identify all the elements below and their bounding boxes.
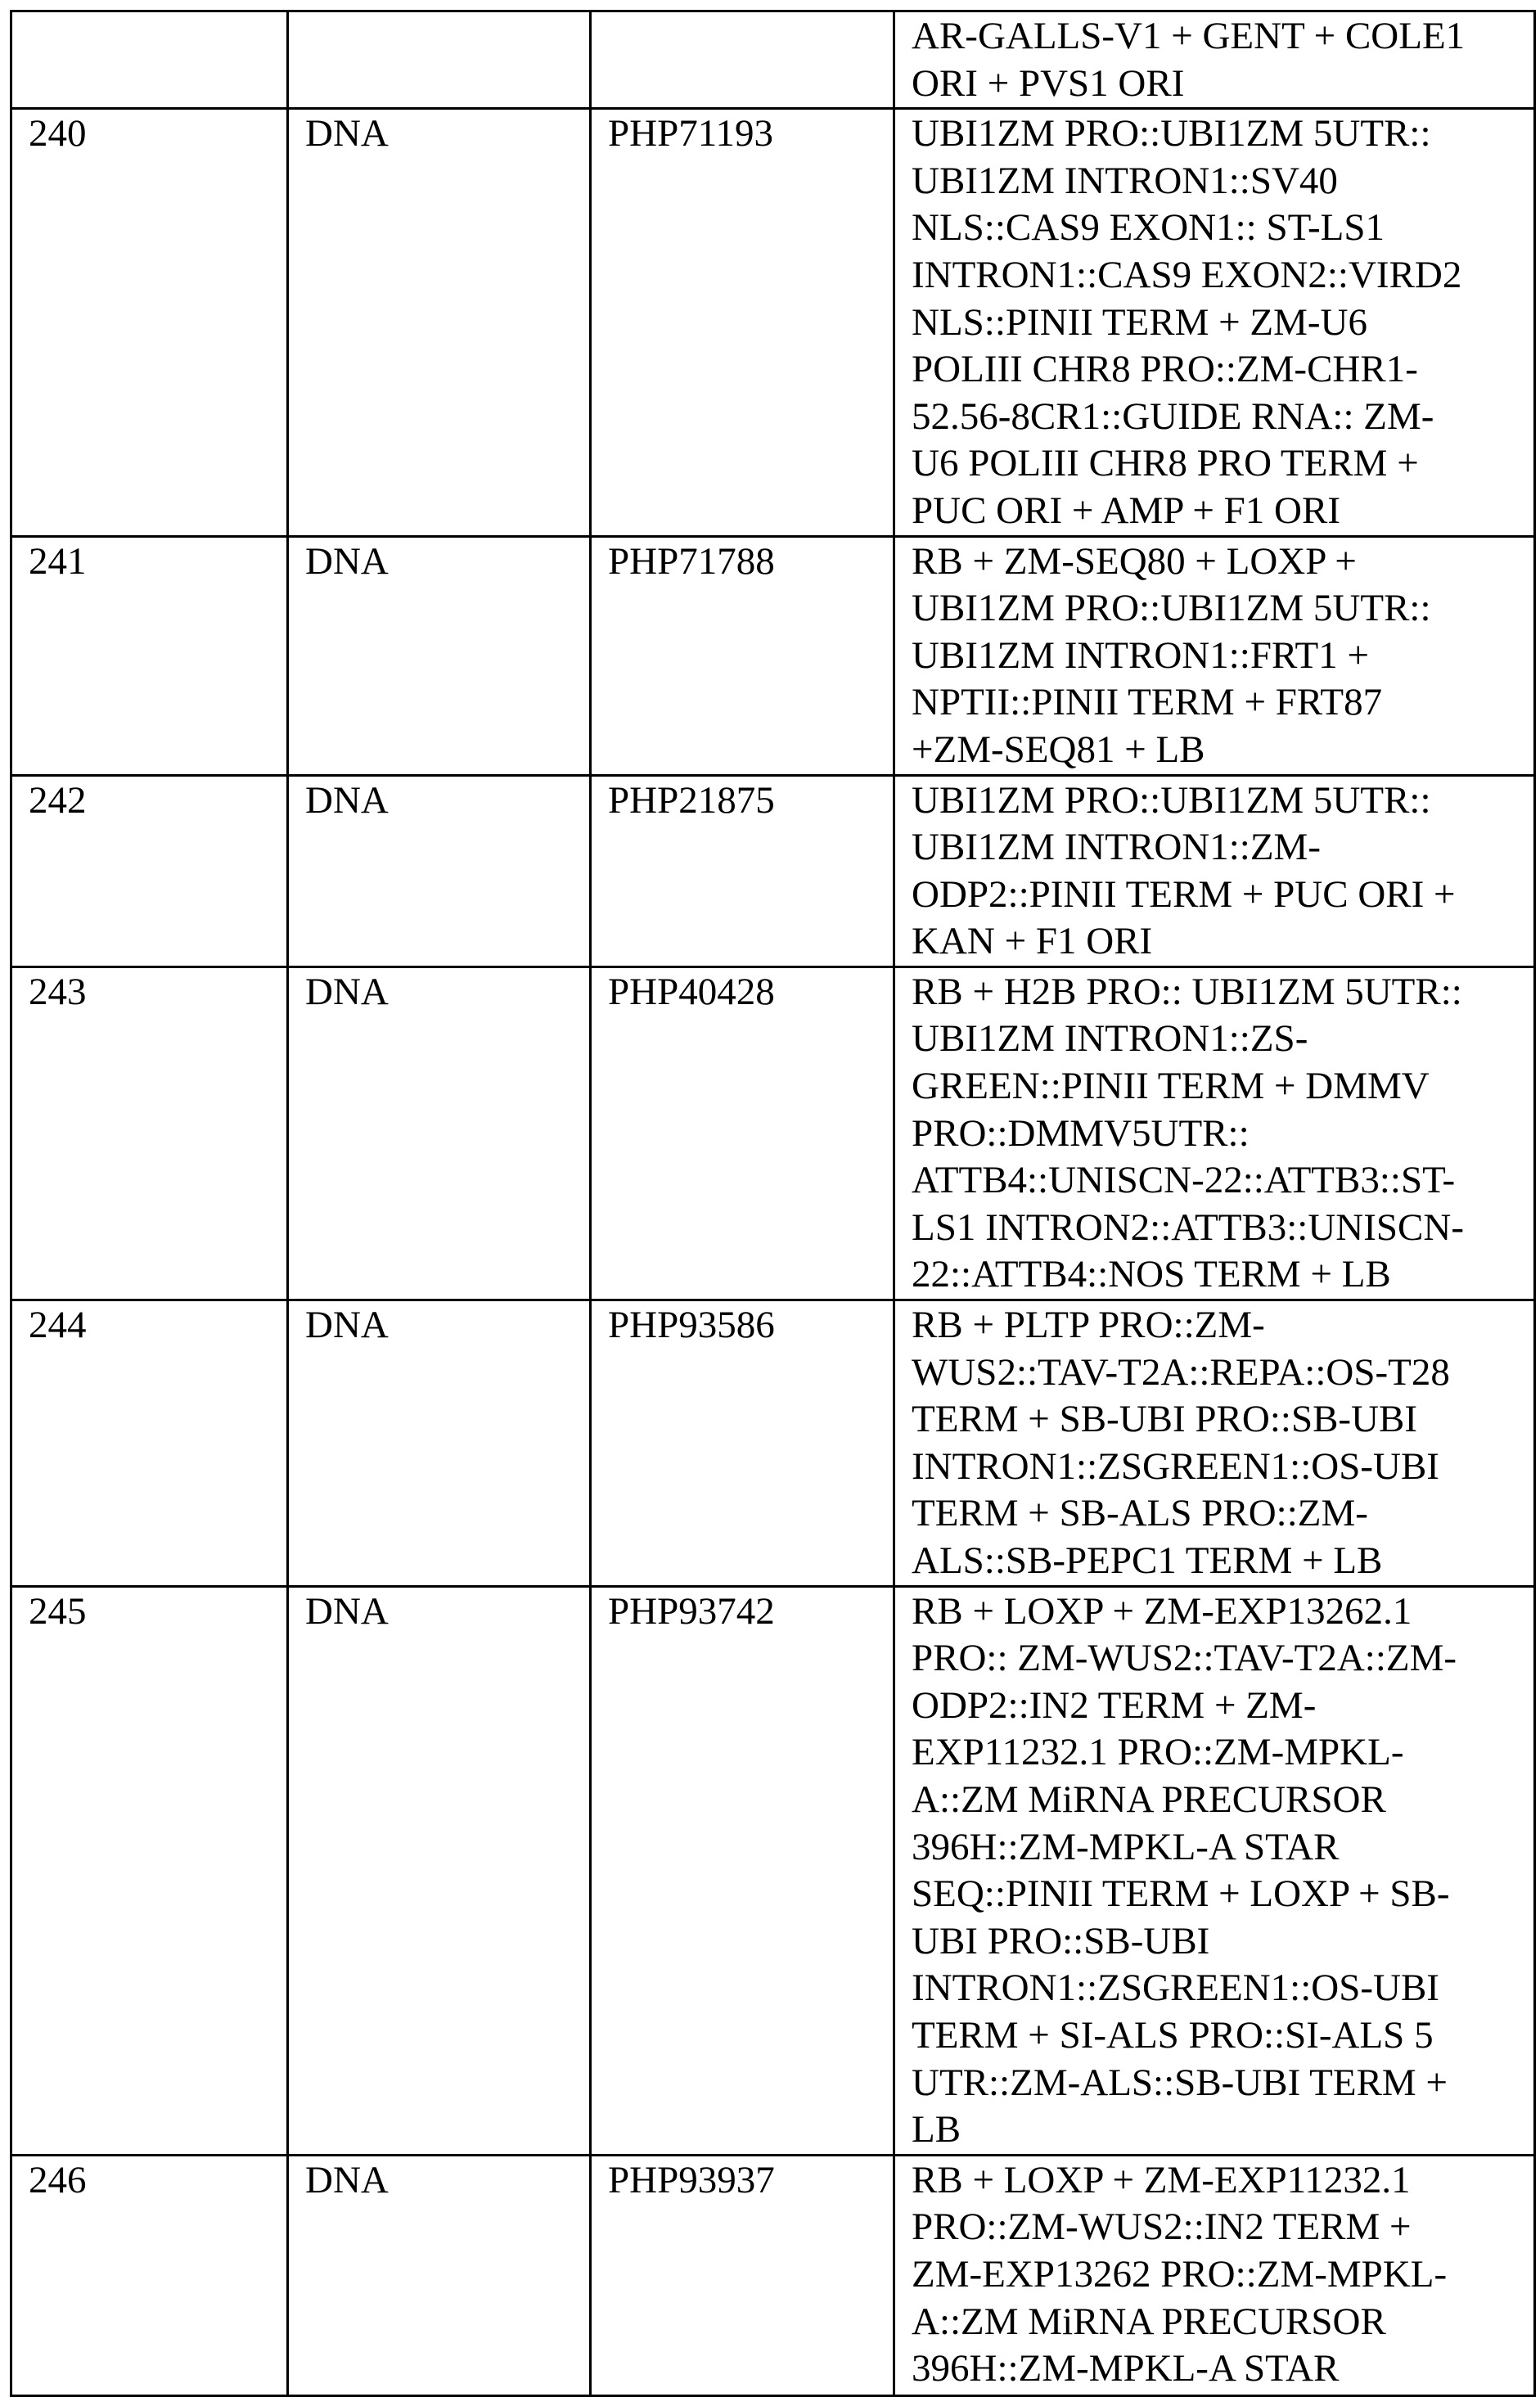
seq-id-cell: 245 xyxy=(11,1586,288,2155)
seq-id-cell: 243 xyxy=(11,966,288,1300)
molecule-type-cell: DNA xyxy=(288,1300,591,1587)
description-cell: RB + PLTP PRO::ZM- WUS2::TAV-T2A::REPA::OS-T28 TERM + SB-UBI PRO::SB-UBI INTRON1::ZSGREEN1::OS-UBI TERM + SB-ALS PRO::ZM- ALS::SB-PEPC1 TERM + LB xyxy=(894,1300,1535,1587)
description-cell: UBI1ZM PRO::UBI1ZM 5UTR:: UBI1ZM INTRON1::SV40 NLS::CAS9 EXON1:: ST-LS1 INTRON1::CAS9 EXON2::VIRD2 NLS::PINII TERM + ZM-U6 POLIII CHR8 PRO::ZM-CHR1- 52.56-8CR1::GUIDE RNA:: ZM- U6 POLIII CHR8 PRO TERM + PUC ORI + AMP + F1 ORI xyxy=(894,109,1535,536)
description-cell: AR-GALLS-V1 + GENT + COLE1 ORI + PVS1 ORI xyxy=(894,11,1535,109)
plasmid-name-cell: PHP71788 xyxy=(591,536,894,775)
plasmid-name-cell xyxy=(591,11,894,109)
seq-id-cell: 241 xyxy=(11,536,288,775)
table-row xyxy=(11,1586,1535,2155)
description-cell: RB + ZM-SEQ80 + LOXP + UBI1ZM PRO::UBI1ZM 5UTR:: UBI1ZM INTRON1::FRT1 + NPTII::PINII TERM + FRT87 +ZM-SEQ81 + LB xyxy=(894,536,1535,775)
seq-id-cell: 242 xyxy=(11,775,288,966)
seq-id-cell xyxy=(11,11,288,109)
plasmid-name-cell: PHP71193 xyxy=(591,109,894,536)
table-row xyxy=(11,109,1535,536)
table-row xyxy=(11,966,1535,1300)
description-cell: UBI1ZM PRO::UBI1ZM 5UTR:: UBI1ZM INTRON1::ZM- ODP2::PINII TERM + PUC ORI + KAN + F1 ORI xyxy=(894,775,1535,966)
seq-id-cell: 240 xyxy=(11,109,288,536)
plasmid-name-cell: PHP93937 xyxy=(591,2155,894,2395)
molecule-type-cell xyxy=(288,11,591,109)
plasmid-name-cell: PHP40428 xyxy=(591,966,894,1300)
molecule-type-cell: DNA xyxy=(288,2155,591,2395)
molecule-type-cell: DNA xyxy=(288,109,591,536)
molecule-type-cell: DNA xyxy=(288,775,591,966)
table-row xyxy=(11,1300,1535,1587)
seq-id-cell: 244 xyxy=(11,1300,288,1587)
seq-id-cell: 246 xyxy=(11,2155,288,2395)
sequence-table xyxy=(10,10,1536,2397)
molecule-type-cell: DNA xyxy=(288,1586,591,2155)
plasmid-name-cell: PHP93742 xyxy=(591,1586,894,2155)
description-cell: RB + LOXP + ZM-EXP13262.1 PRO:: ZM-WUS2::TAV-T2A::ZM- ODP2::IN2 TERM + ZM- EXP11232.1 PRO::ZM-MPKL- A::ZM MiRNA PRECURSOR 396H::ZM-MPKL-A STAR SEQ::PINII TERM + LOXP + SB- UBI PRO::SB-UBI INTRON1::ZSGREEN1::OS-UBI TERM + SI-ALS PRO::SI-ALS 5 UTR::ZM-ALS::SB-UBI TERM + LB xyxy=(894,1586,1535,2155)
table-row xyxy=(11,775,1535,966)
description-cell: RB + H2B PRO:: UBI1ZM 5UTR:: UBI1ZM INTRON1::ZS- GREEN::PINII TERM + DMMV PRO::DMMV5UTR:: ATTB4::UNISCN-22::ATTB3::ST- LS1 INTRON2::ATTB3::UNISCN- 22::ATTB4::NOS TERM + LB xyxy=(894,966,1535,1300)
table-row xyxy=(11,2155,1535,2395)
plasmid-name-cell: PHP93586 xyxy=(591,1300,894,1587)
table-row xyxy=(11,536,1535,775)
molecule-type-cell: DNA xyxy=(288,536,591,775)
table-row xyxy=(11,11,1535,109)
molecule-type-cell: DNA xyxy=(288,966,591,1300)
plasmid-name-cell: PHP21875 xyxy=(591,775,894,966)
description-cell: RB + LOXP + ZM-EXP11232.1 PRO::ZM-WUS2::IN2 TERM + ZM-EXP13262 PRO::ZM-MPKL- A::ZM MiRNA PRECURSOR 396H::ZM-MPKL-A STAR xyxy=(894,2155,1535,2395)
